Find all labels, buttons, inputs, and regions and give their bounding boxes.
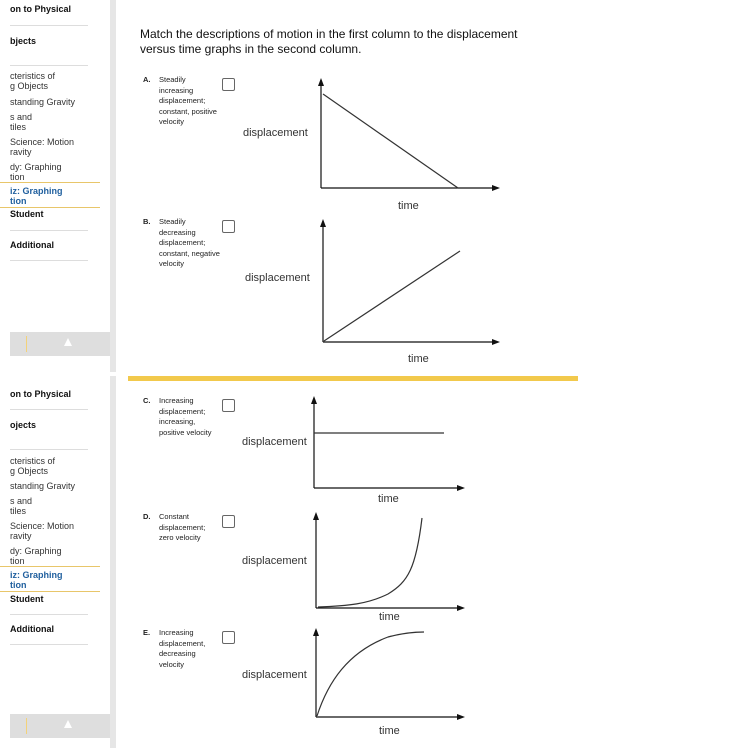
sidebar-item-characteristics[interactable]: cteristics of xyxy=(10,456,56,466)
y-axis-arrow-icon xyxy=(313,512,319,520)
top-screenshot-panel xyxy=(0,0,748,372)
sidebar-item-quiz-graphing[interactable]: iz: Graphing xyxy=(10,186,63,196)
sidebar-item-quiz-graphing-2: tion xyxy=(10,580,27,590)
y-axis-label: displacement xyxy=(242,669,307,681)
y-axis-label: displacement xyxy=(243,127,308,139)
item-description: Constant displacement; zero velocity xyxy=(159,512,206,542)
x-axis-arrow-icon xyxy=(492,339,500,345)
item-letter: C. xyxy=(143,396,151,405)
y-axis-label: displacement xyxy=(245,272,310,284)
sidebar-divider xyxy=(10,260,88,261)
sidebar-item-objects[interactable]: ojects xyxy=(10,420,37,430)
y-axis-arrow-icon xyxy=(313,628,319,636)
x-axis-label: time xyxy=(379,725,400,737)
sidebar-item-projectiles[interactable]: s and xyxy=(10,496,33,506)
item-description: Steadily decreasing displacement; constant, negative velocity xyxy=(159,217,220,268)
answer-checkbox-b[interactable] xyxy=(222,220,235,233)
sidebar-scroll-bar[interactable] xyxy=(10,332,110,356)
graph-curve xyxy=(318,518,422,607)
x-axis-arrow-icon xyxy=(492,185,500,191)
x-axis-label: time xyxy=(379,611,400,623)
quiz-content xyxy=(128,376,578,748)
sidebar-item-student[interactable]: Student xyxy=(10,209,44,219)
sidebar-item-study-graphing-2: tion xyxy=(10,556,25,566)
y-axis-label: displacement xyxy=(242,436,307,448)
y-axis-label: displacement xyxy=(242,555,307,567)
sidebar-divider xyxy=(10,614,88,615)
item-letter: A. xyxy=(143,75,151,84)
sidebar-active-rule xyxy=(0,182,100,183)
graph-curve xyxy=(317,632,424,716)
sidebar-item-intro[interactable]: on to Physical xyxy=(10,4,72,14)
x-axis-arrow-icon xyxy=(457,485,465,491)
sidebar-item-gravity[interactable]: standing Gravity xyxy=(10,481,76,491)
sidebar-item-characteristics[interactable]: cteristics of xyxy=(10,71,56,81)
graph-3 xyxy=(238,392,538,507)
x-axis-label: time xyxy=(408,353,429,365)
graph-line xyxy=(323,94,458,188)
y-axis-arrow-icon xyxy=(311,396,317,404)
question-text: Match the descriptions of motion in the first column to the displacement versus time graphs in the second column. xyxy=(140,27,518,56)
y-axis-arrow-icon xyxy=(318,78,324,86)
item-description: Steadily increasing displacement; constant, positive velocity xyxy=(159,75,217,126)
sidebar-item-objects[interactable]: bjects xyxy=(10,36,37,46)
sidebar-item-study-graphing[interactable]: dy: Graphing xyxy=(10,546,62,556)
bottom-screenshot-panel xyxy=(0,376,748,748)
scroll-notch xyxy=(26,718,27,734)
graph-5 xyxy=(238,622,538,748)
sidebar-item-projectiles-2: tiles xyxy=(10,506,27,516)
answer-checkbox-e[interactable] xyxy=(222,631,235,644)
sidebar-item-intro[interactable]: on to Physical xyxy=(10,389,72,399)
sidebar-scroll-bar[interactable] xyxy=(10,714,110,738)
sidebar-item-characteristics-2: g Objects xyxy=(10,81,49,91)
sidebar-item-science-motion[interactable]: Science: Motion xyxy=(10,521,75,531)
x-axis-arrow-icon xyxy=(457,605,465,611)
item-letter: E. xyxy=(143,628,151,637)
sidebar-item-student[interactable]: Student xyxy=(10,594,44,604)
sidebar-item-quiz-graphing[interactable]: iz: Graphing xyxy=(10,570,63,580)
sidebar-item-additional[interactable]: Additional xyxy=(10,240,54,250)
x-axis-arrow-icon xyxy=(457,714,465,720)
item-description: Increasing displacement, decreasing velocity xyxy=(159,628,206,669)
sidebar-item-study-graphing-2: tion xyxy=(10,172,25,182)
sidebar-divider xyxy=(10,230,88,231)
graph-line xyxy=(324,251,460,341)
answer-checkbox-c[interactable] xyxy=(222,399,235,412)
sidebar-item-quiz-graphing-2: tion xyxy=(10,196,27,206)
sidebar-active-rule xyxy=(0,207,100,208)
sidebar-active-rule xyxy=(0,566,100,567)
sidebar-item-characteristics-2: g Objects xyxy=(10,466,49,476)
up-arrow-icon[interactable] xyxy=(64,720,72,728)
item-letter: B. xyxy=(143,217,151,226)
graph-4 xyxy=(238,506,538,624)
sidebar-item-projectiles-2: tiles xyxy=(10,122,27,132)
sidebar-divider xyxy=(10,644,88,645)
y-axis-arrow-icon xyxy=(320,219,326,227)
x-axis-label: time xyxy=(398,200,419,212)
sidebar-item-study-graphing[interactable]: dy: Graphing xyxy=(10,162,62,172)
graph-1 xyxy=(238,70,538,220)
sidebar-divider xyxy=(10,449,88,450)
sidebar-divider xyxy=(10,409,88,410)
scroll-notch xyxy=(26,336,27,352)
sidebar-item-additional[interactable]: Additional xyxy=(10,624,54,634)
sidebar-item-science-motion[interactable]: Science: Motion xyxy=(10,137,75,147)
sidebar xyxy=(0,376,116,748)
item-letter: D. xyxy=(143,512,151,521)
sidebar-divider xyxy=(10,25,88,26)
sidebar-item-science-motion-2: ravity xyxy=(10,531,32,541)
sidebar-active-rule xyxy=(0,591,100,592)
quiz-content xyxy=(128,0,578,372)
x-axis-label: time xyxy=(378,493,399,505)
up-arrow-icon[interactable] xyxy=(64,338,72,346)
item-description: Increasing displacement; increasing, positive velocity xyxy=(159,396,212,437)
sidebar-divider xyxy=(10,65,88,66)
sidebar xyxy=(0,0,116,372)
graph-2 xyxy=(238,215,538,370)
sidebar-item-projectiles[interactable]: s and xyxy=(10,112,33,122)
sidebar-item-science-motion-2: ravity xyxy=(10,147,32,157)
sidebar-item-gravity[interactable]: standing Gravity xyxy=(10,97,76,107)
answer-checkbox-d[interactable] xyxy=(222,515,235,528)
answer-checkbox-a[interactable] xyxy=(222,78,235,91)
